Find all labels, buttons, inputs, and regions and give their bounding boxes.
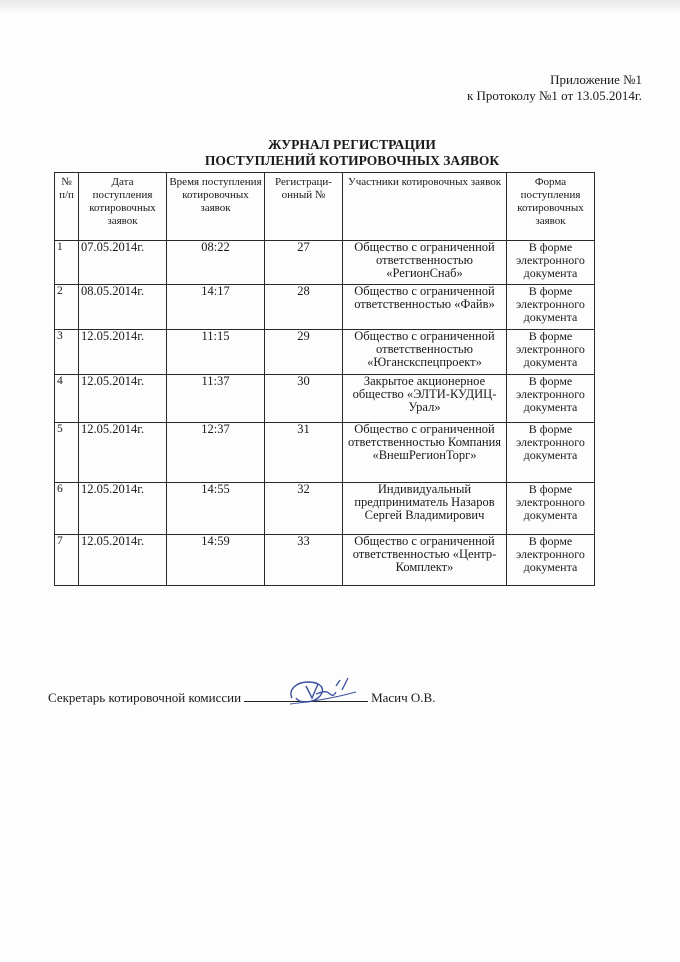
secretary-signature-block <box>48 690 435 706</box>
row-num: 5 <box>55 423 79 483</box>
row-time: 11:15 <box>167 330 265 375</box>
document-title-line1: ЖУРНАЛ РЕГИСТРАЦИИ <box>268 137 436 152</box>
row-reg: 29 <box>265 330 343 375</box>
row-participant: Общество с ограниченной ответственностью «Файв» <box>343 285 507 330</box>
row-date: 08.05.2014г. <box>79 285 167 330</box>
header-participants: Участники котировочных заявок <box>343 173 507 241</box>
row-form: В форме электронного документа <box>507 285 595 330</box>
row-participant: Общество с ограниченной ответственностью «РегионСнаб» <box>343 241 507 285</box>
row-date: 12.05.2014г. <box>79 423 167 483</box>
header-form: Форма поступления котировочных заявок <box>507 173 595 241</box>
appendix-label: Приложение №1 <box>550 72 642 87</box>
row-date: 12.05.2014г. <box>79 330 167 375</box>
table-header-row <box>55 173 595 241</box>
secretary-label: Секретарь котировочной комиссии <box>48 690 242 705</box>
row-form: В форме электронного документа <box>507 535 595 586</box>
row-participant: Общество с ограниченной ответственностью Компания «ВнешРегионТорг» <box>343 423 507 483</box>
table-row <box>55 285 595 330</box>
row-form: В форме электронного документа <box>507 241 595 285</box>
table-row <box>55 241 595 285</box>
row-num: 3 <box>55 330 79 375</box>
table-row <box>55 483 595 535</box>
table-row <box>55 330 595 375</box>
row-time: 14:59 <box>167 535 265 586</box>
row-num: 7 <box>55 535 79 586</box>
row-reg: 27 <box>265 241 343 285</box>
row-date: 12.05.2014г. <box>79 375 167 423</box>
table-row <box>55 375 595 423</box>
row-reg: 30 <box>265 375 343 423</box>
row-date: 07.05.2014г. <box>79 241 167 285</box>
row-form: В форме электронного документа <box>507 483 595 535</box>
row-participant: Общество с ограниченной ответственностью «Юганскспецпроект» <box>343 330 507 375</box>
row-time: 14:17 <box>167 285 265 330</box>
row-reg: 33 <box>265 535 343 586</box>
registration-journal-table <box>54 172 595 586</box>
row-reg: 31 <box>265 423 343 483</box>
header-time: Время поступления котировочных заявок <box>167 173 265 241</box>
table-row <box>55 423 595 483</box>
row-reg: 28 <box>265 285 343 330</box>
row-participant: Закрытое акционерное общество «ЭЛТИ-КУДИЦ-Урал» <box>343 375 507 423</box>
row-time: 14:55 <box>167 483 265 535</box>
row-participant: Общество с ограниченной ответственностью «Центр-Комплект» <box>343 535 507 586</box>
scan-top-shadow <box>0 0 680 14</box>
row-num: 4 <box>55 375 79 423</box>
row-time: 11:37 <box>167 375 265 423</box>
document-title-line2: ПОСТУПЛЕНИЙ КОТИРОВОЧНЫХ ЗАЯВОК <box>204 153 500 168</box>
row-num: 6 <box>55 483 79 535</box>
row-date: 12.05.2014г. <box>79 535 167 586</box>
table-row <box>55 535 595 586</box>
row-form: В форме электронного документа <box>507 375 595 423</box>
row-num: 2 <box>55 285 79 330</box>
protocol-reference: к Протоколу №1 от 13.05.2014г. <box>466 88 642 103</box>
row-time: 12:37 <box>167 423 265 483</box>
secretary-name: Масич О.В. <box>371 690 436 705</box>
handwritten-signature-icon <box>286 672 362 710</box>
row-date: 12.05.2014г. <box>79 483 167 535</box>
row-participant: Индивидуальный предприниматель Назаров Сергей Владимирович <box>343 483 507 535</box>
row-time: 08:22 <box>167 241 265 285</box>
row-reg: 32 <box>265 483 343 535</box>
row-form: В форме электронного документа <box>507 330 595 375</box>
row-form: В форме электронного документа <box>507 423 595 483</box>
row-num: 1 <box>55 241 79 285</box>
header-date: Дата поступления котировочных заявок <box>79 173 167 241</box>
header-num: № п/п <box>55 173 79 241</box>
header-reg: Регистраци-онный № <box>265 173 343 241</box>
